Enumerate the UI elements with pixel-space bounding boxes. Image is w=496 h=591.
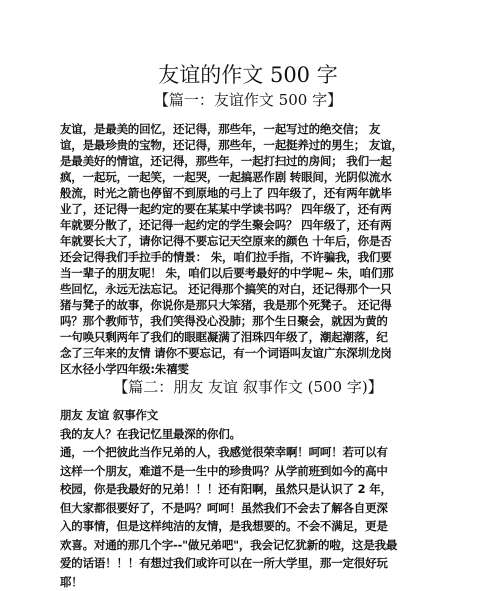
section-1-heading: 【篇一：友谊作文 500 字】 bbox=[0, 90, 496, 110]
paragraph-line: 朋友 友谊 叙事作文 bbox=[60, 406, 438, 425]
section-2-heading: 【篇二：朋友 友谊 叙事作文 (500 字)】 bbox=[0, 377, 496, 397]
paragraph-line: 是最美好的情谊，还记得，那些年，一起打扫过的房间； 我们一起 bbox=[60, 153, 438, 169]
page-title: 友谊的作文 500 字 bbox=[0, 62, 496, 88]
paragraph-line: 猪与凳子的故事，你说你是那只大笨猪，我是那个死凳子。 还记得 bbox=[60, 297, 438, 313]
paragraph-line: 我的友人？在我记忆里最深的你们。 bbox=[60, 425, 438, 444]
paragraph-line: 业了，还记得一起约定的要在某某中学读书吗？ 四年级了，还有两 bbox=[60, 201, 438, 217]
paragraph-line: 年就要长大了，请你记得不要忘记天空原来的颜色 十年后，你是否 bbox=[60, 233, 438, 249]
paragraph-line: 友谊，是最美的回忆，还记得，那些年，一起写过的绝交信； 友 bbox=[60, 121, 438, 137]
paragraph-line: 区水径小学四年级:朱禧雯 bbox=[60, 361, 438, 377]
paragraph-line: 谊，是最珍贵的宝物，还记得，那些年，一起挺养过的男生； 友谊， bbox=[60, 137, 438, 153]
paragraph-line: 当一辈子的朋友呢！ 朱，咱们以后要考最好的中学呢~ 朱，咱们那 bbox=[60, 265, 438, 281]
paragraph-line: 校园，你是我最好的兄弟！！！还有阳啊，虽然只是认识了 2 年， bbox=[60, 480, 438, 499]
section-1-body bbox=[60, 121, 438, 377]
paragraph-line: 般流，时光之箭也停留不到原地的弓上了 四年级了，还有两年就毕 bbox=[60, 185, 438, 201]
paragraph-line: 这样一个朋友，难道不是一生中的珍贵吗？从学前班到如今的高中 bbox=[60, 462, 438, 481]
paragraph-line: 疯，一起玩，一起笑，一起哭，一起搞恶作剧 转眼间，光阴似流水 bbox=[60, 169, 438, 185]
paragraph-line: 欢喜。对通的那几个字--"做兄弟吧"，我会记忆犹新的啦，这是我最 bbox=[60, 536, 438, 555]
paragraph-line: 但大家都很要好了，不是吗？呵呵！虽然我们不会去了解各自更深 bbox=[60, 499, 438, 518]
section-2-body bbox=[60, 406, 438, 591]
paragraph-line: 念了三年来的友情 请你不要忘记，有一个词语叫友谊广东深圳龙岗 bbox=[60, 345, 438, 361]
paragraph-line: 还会记得我们手拉手的情景： 朱，咱们拉手指，不许骗我，我们要 bbox=[60, 249, 438, 265]
paragraph-line: 些回忆，永远无法忘记。 还记得那个搞笑的对白，还记得那个一只 bbox=[60, 281, 438, 297]
paragraph-line: 入的事情，但是这样纯洁的友情，是我想要的。不会不满足，更是 bbox=[60, 517, 438, 536]
paragraph-line: 吗？那个教师节，我们笑得没心没肺；那个生日聚会，就因为黄的 bbox=[60, 313, 438, 329]
paragraph-line: 耶！ bbox=[60, 573, 438, 591]
paragraph-line: 爱的话语！！！有想过我们或许可以在一所大学里，那一定很好玩 bbox=[60, 554, 438, 573]
paragraph-line: 年就要分散了，还记得一起约定的学生聚会吗？ 四年级了，还有两 bbox=[60, 217, 438, 233]
paragraph-line: 通，一个把彼此当作兄弟的人，我感觉很荣幸啊！呵呵！若可以有 bbox=[60, 443, 438, 462]
paragraph-line: 一句唤只剩两年了我们的眼眶凝满了泪珠四年级了，潮起潮落，纪 bbox=[60, 329, 438, 345]
